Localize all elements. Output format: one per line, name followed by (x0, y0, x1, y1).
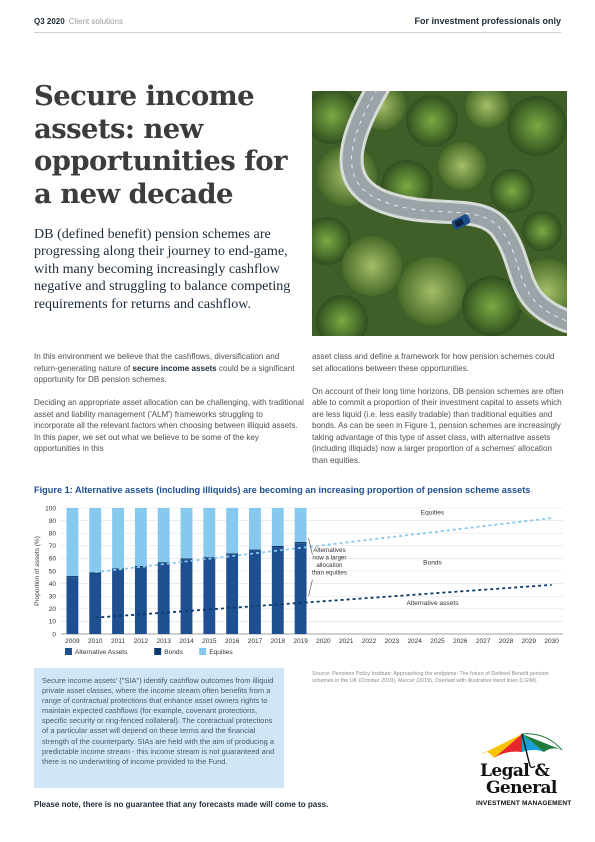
y-tick-label: 100 (45, 505, 56, 513)
x-tick-label: 2023 (384, 638, 400, 645)
y-tick-label: 20 (48, 606, 56, 614)
bar-segment (272, 508, 284, 546)
x-tick-label: 2021 (338, 638, 354, 645)
text-run: could be a significant opportunity for DB pension schemes. (34, 363, 295, 384)
logo-line-2: General (486, 778, 557, 798)
bar-segment (272, 546, 284, 547)
bar-segment (66, 508, 78, 576)
bar-segment (203, 558, 215, 634)
x-tick-label: 2010 (87, 638, 103, 645)
y-tick-label: 80 (48, 530, 56, 538)
audience-notice: For investment professionals only (414, 16, 561, 26)
x-tick-label: 2029 (521, 638, 537, 645)
x-tick-label: 2015 (202, 638, 217, 645)
legend-label: Equities (209, 649, 233, 656)
bar-segment (158, 563, 170, 634)
x-tick-label: 2014 (179, 638, 194, 645)
legend-swatch (199, 648, 206, 655)
bar-segment (135, 508, 147, 566)
x-tick-label: 2028 (498, 638, 514, 645)
bar-segment (181, 560, 193, 634)
legend-label: Bonds (164, 649, 183, 656)
legend-swatch (65, 648, 72, 655)
x-tick-label: 2018 (270, 638, 286, 645)
y-axis-label: Proportion of assets (%) (34, 536, 41, 606)
x-tick-label: 2025 (430, 638, 445, 645)
legal-general-logo (476, 728, 572, 812)
bar-segment (249, 508, 261, 550)
body-column-left (34, 351, 304, 466)
bar-segment (203, 508, 215, 557)
bar-segment (112, 508, 124, 568)
body-paragraph: On account of their long time horizons, DB pension schemes are often able to commit a proportion of their investment capital to assets which are less liquid (i.e. less easily tradable) than traditional equities and bonds. As can be seen in Figure 1, pension schemes are increasingly taking advantage of this type of asset class, with alternative assets (including illiquids) now a larger proportion of a schemes' allocation than equities. (312, 386, 564, 465)
bar-segment (89, 572, 101, 573)
annotation-line: allocation (316, 562, 343, 570)
aerial-road-photo (312, 91, 567, 336)
bar-segment (226, 553, 238, 554)
bar-segment (135, 567, 147, 634)
bar-segment (89, 574, 101, 634)
bar-segment (66, 576, 78, 577)
figure-title: Figure 1: Alternative assets (including illiquids) are becoming an increasing proportion of pension scheme assets (34, 485, 531, 495)
chart-svg (30, 498, 568, 666)
x-tick-label: 2026 (453, 638, 468, 645)
intro-paragraph: DB (defined benefit) pension schemes are progressing along their journey to end-game, with many becoming increasingly cashflow negative and struggling to balance competing requirements for returns and cashflow. (34, 226, 291, 312)
header-rule (34, 32, 561, 33)
x-tick-label: 2024 (407, 638, 422, 645)
x-tick-label: 2019 (293, 638, 308, 645)
bar-segment (89, 508, 101, 572)
body-paragraph: asset class and define a framework for how pension schemes could set allocations between these opportunities. (312, 352, 555, 373)
bar-segment (181, 508, 193, 558)
annotation-line: Alternatives (313, 547, 346, 555)
bar-segment (249, 551, 261, 634)
y-tick-label: 70 (48, 543, 56, 551)
allocation-chart (30, 498, 568, 666)
annotation-line: now a larger (312, 554, 347, 562)
region-label-bonds: Bonds (423, 559, 442, 567)
bar-segment (226, 508, 238, 553)
legend-label: Alternative Assets (75, 649, 128, 656)
y-tick-label: 30 (48, 593, 56, 601)
forecast-disclaimer: Please note, there is no guarantee that any forecasts made will come to pass. (34, 800, 329, 809)
y-tick-label: 50 (48, 568, 56, 576)
series-label-alternatives: Alternative assets (406, 600, 459, 608)
x-tick-label: 2011 (111, 638, 126, 645)
y-tick-label: 10 (48, 618, 56, 626)
bar-segment (295, 542, 307, 543)
body-paragraph (34, 351, 304, 386)
bar-segment (158, 508, 170, 562)
x-tick-label: 2030 (544, 638, 559, 645)
y-tick-label: 0 (52, 631, 56, 639)
body-column-right (312, 351, 564, 478)
page-title: Secure income assets: new opportunities for a new decade (34, 80, 287, 210)
x-tick-label: 2012 (133, 638, 149, 645)
bar-segment (249, 550, 261, 551)
category: Client solutions (68, 17, 123, 26)
x-tick-label: 2009 (65, 638, 80, 645)
bar-segment (272, 547, 284, 634)
body-paragraph: Deciding an appropriate asset allocation can be challenging, with traditional asset and liability management ('ALM') frameworks struggling to incorporate all the relevant factors when choosing between illiquid assets. In this paper, we set out what we believe to be some of the key opportunities in this (34, 398, 304, 453)
y-tick-label: 60 (48, 555, 56, 563)
legend-swatch (154, 648, 161, 655)
y-tick-label: 40 (48, 580, 56, 588)
logo-line-3: INVESTMENT MANAGEMENT (476, 800, 572, 807)
x-tick-label: 2013 (156, 638, 171, 645)
annotation-arrow (309, 580, 313, 596)
report-period (34, 17, 123, 26)
bar-segment (295, 508, 307, 542)
y-tick-label: 90 (48, 517, 56, 525)
chart-source: Source: Pensions Policy Institute: Approaching the endgame: The future of Defined Benefit pension schemes in the UK (October 2019), Mercer (2019), Oxerlaid with illustrative trend lines (LGIM). (312, 671, 549, 685)
text-run: In this environment we believe that the cashflows, diversification and return-generating nature of (34, 352, 280, 373)
logo-line-1: Legal & (480, 761, 550, 781)
x-tick-label: 2020 (316, 638, 331, 645)
x-tick-label: 2027 (475, 638, 491, 645)
x-tick-label: 2016 (224, 638, 240, 645)
highlight-term: secure income assets (132, 363, 217, 373)
period: Q3 2020 (34, 17, 65, 26)
bar-segment (226, 555, 238, 634)
sia-definition-box: Secure income assets' ("SIA") identify cashflow outcomes from illiquid private asset classes, where the income stream often benefits from a range of contractual protections that enhance asset owners rights to maintain expected cashflows (for example, covenant protections, specific security or ring-fenced collateral). The contractual protections of a particular asset will depend on these terms and the financial strength of the counterparty. SIAs are held with the aim of producing a predictable income stream - this income stream is not guaranteed and there is no underwriting of income provided to the Fund. (34, 668, 284, 788)
annotation-line: than equities (311, 569, 347, 577)
x-tick-label: 2022 (361, 638, 377, 645)
bar-segment (66, 577, 78, 634)
bar-segment (295, 543, 307, 634)
bar-segment (181, 558, 193, 559)
x-tick-label: 2017 (247, 638, 263, 645)
bar-segment (112, 570, 124, 634)
series-label-equities: Equities (420, 509, 445, 517)
